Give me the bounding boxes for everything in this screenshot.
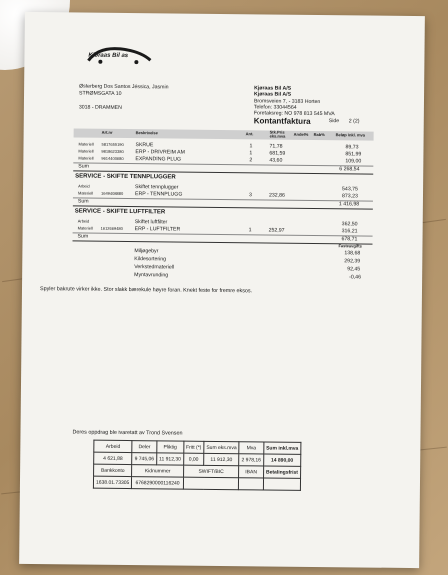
v-deler: 9 745,06	[132, 453, 157, 465]
table-row-artnr: 9818623380	[101, 148, 124, 154]
fee-value: 292,39	[344, 258, 361, 265]
totals-table	[93, 440, 302, 491]
table-row-desc: Skiftet tennplugger	[135, 184, 179, 191]
h-arbeid: Arbeid	[94, 440, 132, 452]
invoice-document	[19, 12, 425, 568]
table-row-desc: Skiftet luftfilter	[134, 219, 168, 226]
sum-label: Sum	[77, 198, 89, 205]
table-row-amount: 109,00	[345, 158, 362, 165]
sum-top-value: 6 268,54	[339, 166, 360, 173]
sum-section1-value: 1 416,98	[338, 201, 360, 208]
table-row-unit: 252,97	[268, 227, 285, 234]
table-row-desc: ERP - LUFTFILTER	[134, 226, 181, 233]
col-disc: Rab%	[313, 131, 325, 138]
h-bankkonto: Bankkonto	[94, 464, 132, 476]
col-artnr: Art.nr	[101, 129, 113, 135]
table-row-amount: 316,21	[341, 228, 358, 235]
col-desc: Beskrivelse	[135, 130, 158, 136]
table-row-unit: 43,60	[269, 157, 283, 164]
col-qty: Ant.	[245, 131, 254, 137]
page-value: 2 (2)	[348, 118, 360, 125]
h-betalingsfrist: Betalingsfrist	[263, 466, 300, 478]
table-row-artnr: 5817655190	[101, 141, 124, 147]
page-label: Side	[328, 118, 340, 125]
table-row-qty: 2	[249, 157, 253, 164]
table-row-amount: 873,23	[341, 193, 358, 200]
table-row-qty: 3	[248, 192, 252, 199]
customer-city: 3018 - DRAMMEN	[78, 104, 122, 111]
fee-label: Myntavrunding	[134, 272, 169, 279]
table-row-artnr: 1649408880	[100, 190, 124, 196]
v-fritt: 0,00	[183, 453, 203, 465]
h-kidnummer: Kidnummer	[132, 465, 183, 478]
invoice-title: Kontantfaktura	[253, 116, 311, 126]
table-row-type: Materiell	[77, 225, 93, 231]
table-row-desc: ERP - TENNPLUGG	[134, 191, 183, 198]
v-iban	[239, 478, 264, 490]
v-bankkonto: 1638.01.73305	[93, 476, 131, 488]
table-row-amount: 543,75	[342, 186, 358, 193]
customer-name: Østerberg Dos Santos Jéssica, Jasmin	[79, 83, 169, 91]
table-row-type: Materiell	[78, 141, 94, 147]
v-betalingsfrist	[263, 478, 300, 490]
table-row-unit: 71,78	[269, 143, 283, 150]
company-line1: Kjøraas Bil A/S	[254, 85, 292, 92]
company-org: Foretaksreg: NO 978 813 545 MVA	[253, 110, 335, 118]
company-line2: Kjøraas Bil A/S	[254, 91, 292, 98]
section-title-tennplugger: SERVICE - SKIFTE TENNPLUGGER	[75, 173, 176, 181]
v-arbeid: 4 621,88	[94, 452, 132, 464]
table-row-type: Materiell	[78, 148, 94, 154]
company-address: Bromsveien 7, - 3183 Horten	[253, 98, 321, 106]
table-row-amount: 362,50	[341, 221, 358, 228]
v-kidnummer: 6768290000116240	[132, 477, 183, 490]
h-iban: IBAN	[239, 466, 264, 478]
table-row-amount: 851,99	[345, 151, 362, 158]
table-row-qty: 1	[249, 150, 253, 157]
sum-label: Sum	[77, 233, 89, 240]
sum-section2-value: 678,71	[341, 236, 358, 243]
company-phone: Telefon: 33044564	[253, 104, 297, 111]
table-row-type: Materiell	[78, 155, 94, 161]
h-sum-inkl: Sum inkl.mva	[264, 442, 301, 454]
h-sum-eks: Sum eks.mva	[204, 441, 239, 453]
v-swift	[183, 477, 239, 490]
table-row-desc: SKRUE	[135, 142, 154, 149]
table-row-type: Materiell	[77, 190, 94, 196]
assigned-by: Deres oppdrag ble ivaretatt av Trond Svensen	[72, 429, 183, 437]
h-deler: Deler	[132, 441, 157, 453]
brand-logo-text: Kjøraas Bil as	[88, 52, 129, 60]
col-unit: Stk.Pris eks.mva	[269, 129, 286, 139]
h-pliktig: Pliktig	[157, 441, 184, 453]
table-row-desc: ERP - DRIVREIM AM	[135, 149, 185, 156]
fee-label: Verkstedmateriell	[134, 264, 175, 271]
v-sum-eks: 11 912,30	[204, 453, 239, 465]
fee-value: 138,68	[344, 250, 361, 257]
h-mva: Mva	[239, 442, 264, 454]
v-sum-inkl: 14 890,00	[263, 454, 300, 466]
h-swift: SWIFT/BIC	[183, 465, 239, 478]
h-fritt: Fritt (*)	[184, 441, 204, 453]
fee-value: -0,46	[349, 274, 361, 281]
col-share: Andel%	[293, 131, 309, 137]
fee-label: Miljøgebyr	[134, 248, 159, 255]
section-title-luftfilter: SERVICE - SKIFTE LUFTFILTER	[74, 208, 166, 216]
v-mva: 2 978,16	[239, 454, 264, 466]
customer-street: STRØMSGATA 10	[79, 90, 122, 97]
table-row-type: Arbeid	[78, 183, 90, 189]
table-row-artnr: 9614400680	[101, 155, 124, 161]
table-header	[74, 128, 374, 140]
table-row-unit: 681,59	[269, 150, 286, 157]
col-amount: Beløp inkl. mva	[335, 132, 366, 138]
table-row-qty: 1	[248, 227, 252, 234]
table-row-unit: 232,86	[268, 192, 285, 199]
sum-label: Sum	[78, 163, 89, 170]
table-row-amount: 89,73	[345, 144, 359, 151]
fee-label: Kildesortering	[134, 256, 167, 263]
table-row-qty: 1	[249, 143, 253, 150]
fees-header: Fasteavgifts	[338, 243, 362, 249]
table-row-type: Arbeid	[77, 218, 90, 224]
workshop-note: Spyler bakrute virker ikke. Stor slakk bærekule høyre foran. Knekt feste for fremre eksos.	[39, 286, 253, 295]
fee-value: 92,45	[347, 266, 361, 273]
table-row-artnr: 1612669480	[100, 225, 123, 231]
table-row-desc: EXPANDING PLUG	[135, 156, 182, 163]
v-pliktig: 11 912,30	[157, 453, 184, 465]
